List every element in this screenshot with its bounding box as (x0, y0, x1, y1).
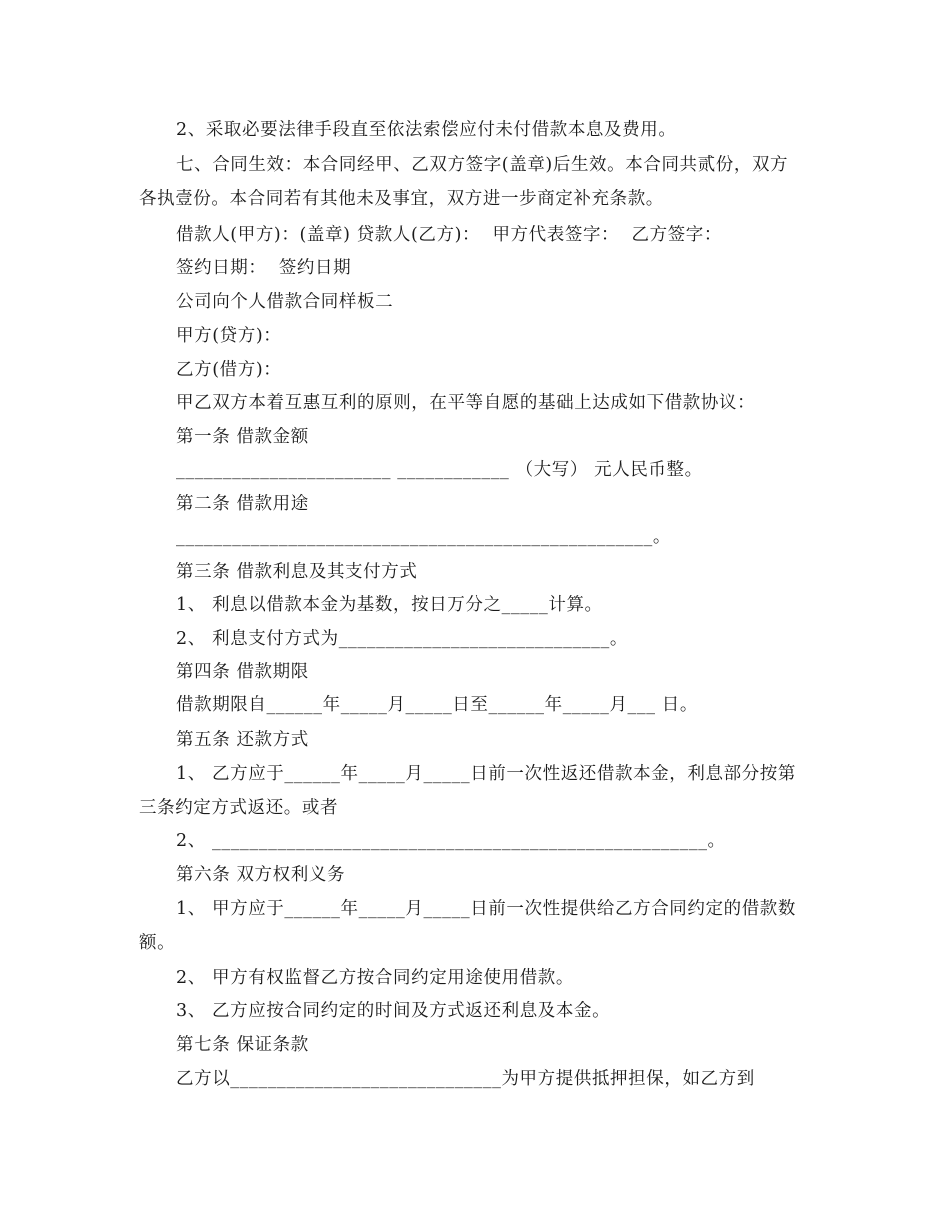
section-heading: 第七条 保证条款 (176, 1035, 309, 1055)
text-line: 借款期限自______年_____月_____日至______年_____月___ 日。 (176, 695, 698, 715)
text-line: 2、 利息支付方式为_____________________________。 (176, 629, 628, 649)
section-heading: 第一条 借款金额 (176, 427, 309, 447)
text-line: 各执壹份。本合同若有其他未及事宜，双方进一步商定补充条款。 (139, 189, 664, 209)
text-line: 乙方(借方)： (176, 360, 282, 380)
text-line: 额。 (139, 933, 176, 953)
section-heading: 第六条 双方权利义务 (176, 865, 346, 885)
text-line: 1、 乙方应于______年_____月_____日前一次性返还借款本金，利息部分按第 (176, 764, 796, 784)
text-line: _______________________ ____________ （大写） 元人民币整。 (176, 460, 703, 480)
text-line: 借款人(甲方)：(盖章) 贷款人(乙方)： 甲方代表签字： 乙方签字： (176, 225, 722, 245)
text-line: 2、 _____________________________________________________。 (176, 831, 726, 851)
text-line: 签约日期： 签约日期 (176, 258, 352, 278)
section-heading: 第二条 借款用途 (176, 494, 309, 514)
section-heading: 第四条 借款期限 (176, 662, 309, 682)
text-line: 2、采取必要法律手段直至依法索偿应付未付借款本息及费用。 (176, 120, 677, 140)
text-line: 3、 乙方应按合同约定的时间及方式返还利息及本金。 (176, 1001, 611, 1021)
text-line: 甲乙双方本着互惠互利的原则，在平等自愿的基础上达成如下借款协议： (176, 393, 756, 413)
heading: 公司向个人借款合同样板二 (176, 292, 394, 312)
section-heading: 第三条 借款利息及其支付方式 (176, 562, 418, 582)
text-line: 2、 甲方有权监督乙方按合同约定用途使用借款。 (176, 968, 574, 988)
text-line: 1、 利息以借款本金为基数，按日万分之_____计算。 (176, 595, 603, 615)
text-line: 七、合同生效：本合同经甲、乙双方签字(盖章)后生效。本合同共贰份，双方 (176, 155, 789, 175)
text-line: ___________________________________________________。 (176, 527, 671, 547)
text-line: 乙方以_____________________________为甲方提供抵押担保，如乙方到 (176, 1069, 755, 1089)
text-line: 三条约定方式返还。或者 (139, 798, 339, 818)
section-heading: 第五条 还款方式 (176, 730, 309, 750)
text-line: 甲方(贷方)： (176, 326, 282, 346)
text-line: 1、 甲方应于______年_____月_____日前一次性提供给乙方合同约定的借款数 (176, 899, 796, 919)
